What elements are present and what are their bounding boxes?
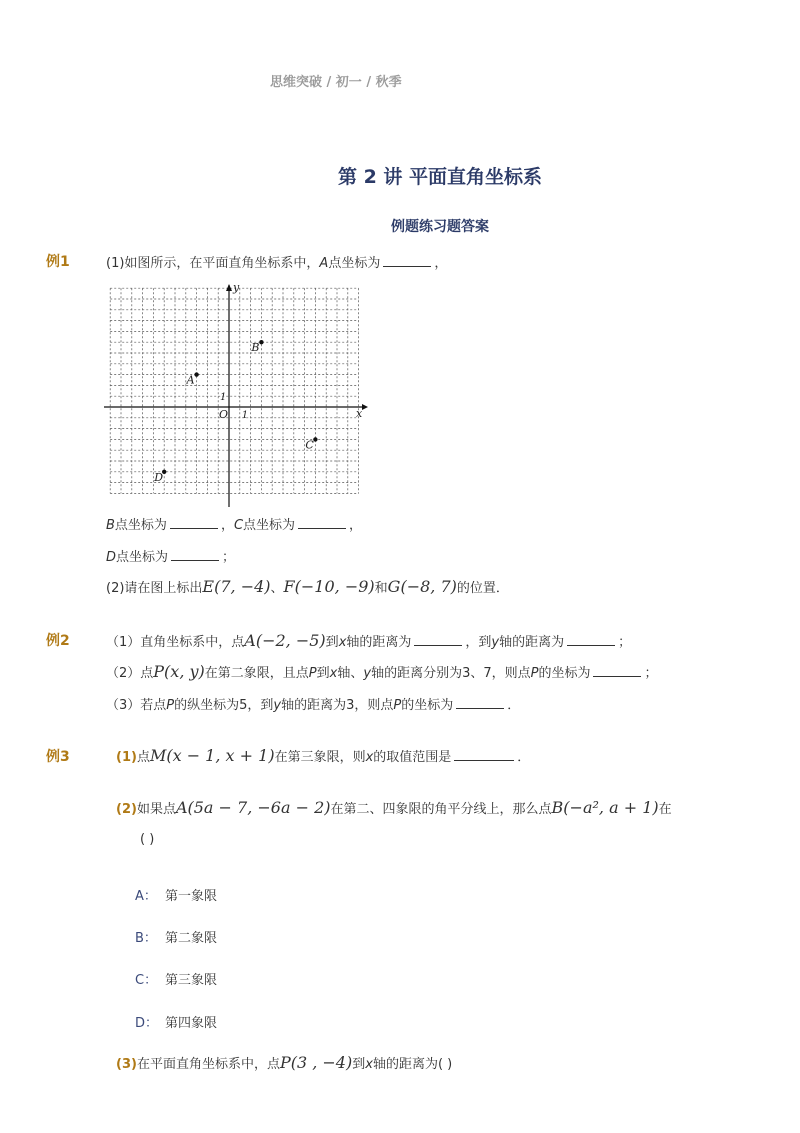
var-y: y (491, 635, 500, 650)
option-b[interactable] (135, 927, 217, 946)
var-x: x (365, 1057, 373, 1072)
point-b: B(−a², a + 1) (551, 798, 659, 817)
var-p: P (308, 666, 317, 681)
point-label-a: A (186, 373, 195, 387)
text: 如果点 (136, 802, 176, 817)
point-f: F(−10, −9) (283, 577, 375, 596)
unit-y-label: 1 (220, 392, 227, 404)
breadcrumb: 思维突破 / 初一 / 秋季 (270, 75, 402, 90)
sub-question-number: (1) (116, 750, 137, 765)
point-label-b: B (251, 341, 260, 355)
ex1-question-2 (106, 577, 509, 596)
answer-blank[interactable] (414, 633, 462, 646)
point-e: E(7, −4) (202, 577, 271, 596)
var-p: P (393, 698, 402, 713)
var-p: P (166, 698, 175, 713)
text: 的取值范围是 (373, 750, 452, 765)
ex2-question-1 (106, 631, 631, 650)
ex1-q1-pre: (1)如图所示，在平面直角坐标系中， (106, 256, 320, 271)
var-x: x (329, 666, 338, 681)
point-c (313, 437, 317, 441)
ex1-q1-post: 点坐标为 (328, 256, 381, 271)
answer-blank[interactable] (298, 516, 346, 529)
answer-blank[interactable] (454, 748, 514, 761)
point-b-text: 点坐标为 (114, 518, 167, 533)
text: 轴的距离为 (346, 635, 412, 650)
origin-label: O (219, 408, 229, 421)
text: 在 (658, 802, 672, 817)
point-a: A(−2, −5) (244, 631, 326, 650)
ex1-bc-line (106, 514, 362, 533)
option-d[interactable] (135, 1012, 217, 1031)
grid-lines (110, 288, 358, 493)
var-y: y (363, 666, 372, 681)
text: 轴的距离分别为3、7，则点 (371, 666, 531, 681)
point-p: P(x, y) (153, 662, 205, 681)
answer-paren: ( ) (437, 1057, 453, 1072)
text: ，到 (465, 635, 492, 650)
y-axis-label: y (233, 283, 240, 294)
text: 的坐标为 (538, 666, 591, 681)
option-letter: C： (135, 973, 158, 988)
x-axis-arrow (362, 404, 368, 410)
text: 在第三象限，则 (274, 750, 366, 765)
point-label-c: C (305, 438, 314, 452)
text: 轴的距离为 (372, 1057, 438, 1072)
var-x: x (338, 635, 347, 650)
point-a: A(5a − 7, −6a − 2) (175, 798, 331, 817)
point-c-text: 点坐标为 (243, 518, 296, 533)
answer-paren: ( ) (140, 832, 155, 847)
answer-blank[interactable] (170, 516, 218, 529)
q2-sep: 、 (270, 581, 284, 596)
sub-question-number: (3) (116, 1057, 137, 1072)
text: 在平面直角坐标系中，点 (136, 1057, 280, 1072)
ex3-question-1 (116, 746, 530, 765)
q2-post: 的位置． (456, 581, 509, 596)
answer-blank[interactable] (456, 696, 504, 709)
text: ． (517, 750, 531, 765)
point-label-d: D (154, 470, 164, 484)
text: （1）直角坐标系中，点 (106, 635, 245, 650)
ex3-question-3 (116, 1053, 452, 1072)
option-c[interactable] (135, 969, 217, 988)
var-y: y (273, 698, 282, 713)
example-1-label: 例1 (46, 254, 70, 270)
coordinate-grid-svg (104, 283, 369, 508)
point-d-text: 点坐标为 (116, 550, 169, 565)
point-d-label: D (106, 550, 117, 565)
q2-and: 和 (374, 581, 388, 596)
sub-question-number: (2) (116, 802, 137, 817)
example-3-label: 例3 (46, 749, 70, 765)
option-letter: A： (135, 889, 157, 904)
ex2-question-2 (106, 662, 657, 681)
option-text: 第四象限 (165, 1016, 218, 1031)
text: 到 (352, 1057, 366, 1072)
var-x: x (365, 750, 374, 765)
ex1-q1-point: A (319, 256, 329, 271)
coordinate-grid (104, 283, 369, 508)
ex2-question-3 (106, 694, 520, 713)
point-b (259, 340, 263, 344)
text: ； (618, 635, 632, 650)
option-text: 第三象限 (165, 973, 218, 988)
point-b-label: B (106, 518, 115, 533)
point-g: G(−8, 7) (387, 577, 457, 596)
ex1-question-1 (106, 252, 447, 271)
option-letter: D： (135, 1016, 159, 1031)
text: 点 (136, 750, 150, 765)
point-p: P(3 , −4) (279, 1053, 353, 1072)
text: 轴的距离为3，则点 (281, 698, 394, 713)
point-c-label: C (233, 518, 244, 533)
c-end: ， (349, 518, 363, 533)
text: 到 (325, 635, 339, 650)
text: 轴、 (337, 666, 364, 681)
option-a[interactable] (135, 885, 217, 904)
page-subtitle: 例题练习题答案 (391, 219, 489, 235)
option-text: 第二象限 (165, 931, 218, 946)
point-m: M(x − 1, x + 1) (149, 746, 275, 765)
ex1-q1-end: ， (434, 256, 448, 271)
answer-blank[interactable] (567, 633, 615, 646)
answer-blank[interactable] (383, 254, 431, 267)
text: ； (644, 666, 658, 681)
sep: ， (220, 518, 234, 533)
text: （2）点 (106, 666, 154, 681)
text: 在第二、四象限的角平分线上，那么点 (330, 802, 552, 817)
axes (104, 283, 368, 507)
text: 的坐标为 (401, 698, 454, 713)
option-letter: B： (135, 931, 157, 946)
y-axis-arrow (226, 284, 232, 291)
text: 在第二象限，且点 (204, 666, 309, 681)
page-title: 第 2 讲 平面直角坐标系 (337, 166, 543, 188)
text: ． (507, 698, 521, 713)
ex3-question-2 (116, 798, 672, 817)
example-2-label: 例2 (46, 633, 70, 649)
option-text: 第一象限 (165, 889, 218, 904)
text: （3）若点 (106, 698, 167, 713)
answer-blank[interactable] (593, 664, 641, 677)
text: 到 (316, 666, 330, 681)
text: 轴的距离为 (499, 635, 565, 650)
d-end: ； (222, 550, 236, 565)
ex1-d-line (106, 546, 235, 565)
plotted-points (153, 340, 317, 484)
answer-blank[interactable] (171, 548, 219, 561)
text: 的纵坐标为5，到 (174, 698, 274, 713)
unit-x-label: 1 (241, 410, 249, 421)
q2-pre: (2)请在图上标出 (106, 581, 203, 596)
x-axis-label: x (356, 407, 363, 420)
point-a (194, 372, 198, 376)
var-p: P (530, 666, 539, 681)
